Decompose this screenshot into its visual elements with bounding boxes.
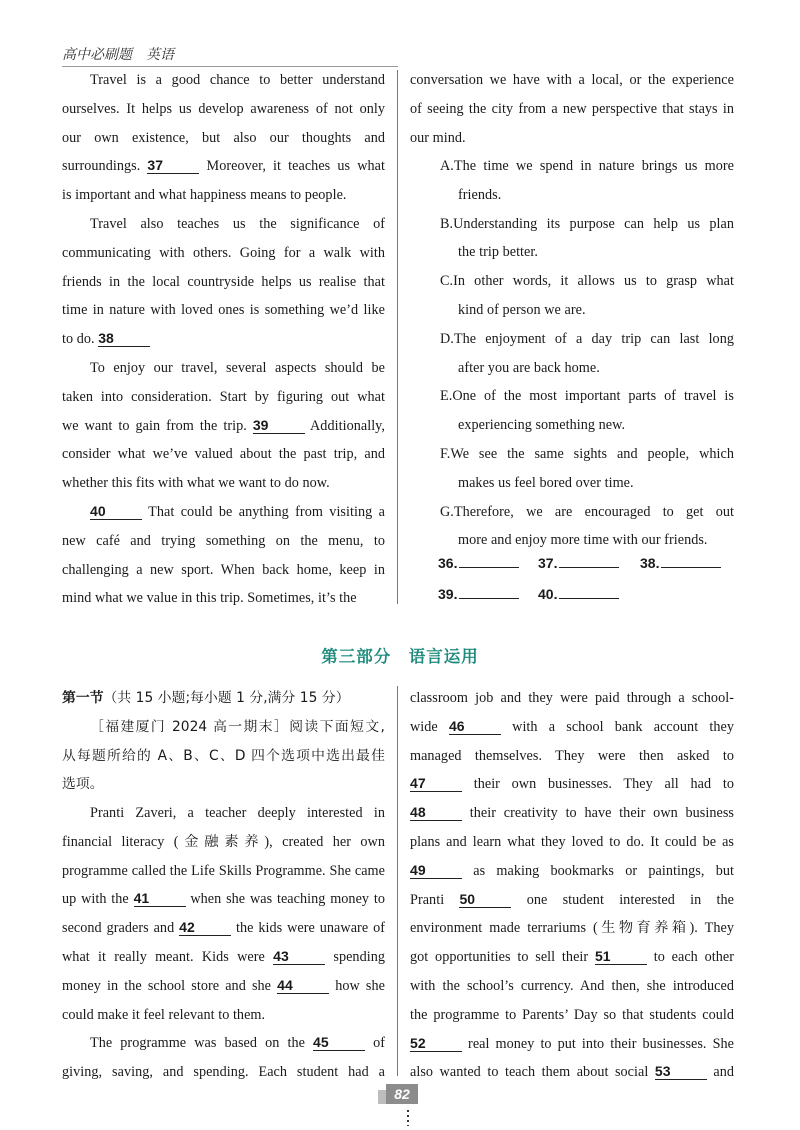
text-line: taken into consideration. Start by figuring out what [62,388,385,405]
page-number: 82 [394,1086,410,1102]
text-line [410,713,734,742]
answer-line [559,584,619,599]
passage-top-right [410,66,734,152]
text-line: plans and learn what they loved to do. It could be as [410,833,734,850]
option-text: Understanding its purpose can help us plan [453,215,734,232]
option-letter: G. [440,503,454,520]
blank-53: 53 [655,1063,707,1080]
option-text: Therefore, we are encouraged to get out [453,503,734,520]
option-line [440,152,734,181]
text-line [410,886,734,915]
option-line [440,498,734,527]
text-line: ourselves. It helps us develop awareness of not only [62,100,385,117]
text-line: conversation we have with a local, or the experience [410,72,734,88]
blank-37: 37 [147,157,199,174]
text-line: whether this fits with what we want to do now. [62,475,330,492]
blank-51: 51 [595,948,647,965]
text-line: friends in the local countryside helps us realise that [62,273,385,290]
text-segment: of [365,1035,385,1052]
blank-41: 41 [134,890,186,907]
text-line: To enjoy our travel, several aspects should be [90,359,385,376]
option-line [440,440,734,469]
answer-label: 36. [438,555,458,571]
blank-42: 42 [179,919,231,936]
text-segment: to do. [62,331,99,348]
answer-line [559,553,619,568]
option-letter: C. [440,273,454,290]
passage-bottom-right [410,684,734,1087]
text-line: giving, saving, and spending. Each student had a [62,1064,385,1081]
section1-heading-rest: （共 15 小题;每小题 1 分,满分 15 分） [103,690,350,706]
answer-line [661,553,721,568]
section1-heading [62,684,385,713]
text-line: Pranti Zaveri, a teacher deeply interested in [90,805,385,821]
page-number-badge [378,1084,422,1106]
answer-slot-37 [538,553,619,571]
option-e [440,382,734,440]
option-line: experiencing something new. [458,417,626,434]
column-divider-top [397,70,398,604]
instruction-line: 从每题所给的 A、B、C、D 四个选项中选出最佳 [62,747,385,764]
option-line: makes us feel bored over time. [458,474,634,491]
option-d [440,325,734,383]
text-line: managed themselves. They were then asked to [410,747,734,764]
option-g [440,498,734,556]
option-letter: D. [440,330,454,347]
option-b [440,210,734,268]
text-segment: got opportunities to sell their [410,949,595,966]
text-segment: The programme was based on the [90,1035,314,1052]
text-segment: their creativity to have their own business [462,805,734,822]
option-line: kind of person we are. [458,301,586,318]
blank-38: 38 [98,330,150,347]
blank-49: 49 [410,862,462,879]
option-letter: B. [440,215,454,232]
option-a [440,152,734,210]
text-line: the programme to Parents’ Day so that students could [410,1006,734,1023]
text-line [410,799,734,828]
option-line [440,382,734,411]
text-line [62,1029,385,1058]
text-line [410,943,734,972]
text-segment: what it really meant. Kids were [62,948,274,965]
answer-label: 40. [538,586,558,602]
text-segment: Additionally, [304,417,385,434]
text-line [62,885,385,914]
answer-slot-39 [438,584,519,602]
text-line: time in nature with loved ones is something we’d like [62,302,385,319]
section-title: 第三部分 语言运用 [321,647,479,666]
text-line: our mind. [410,129,466,146]
text-line [410,1058,734,1087]
text-line: new café and trying something on the menu, to [62,532,385,549]
text-segment: surroundings. [62,158,148,175]
option-text: The time we spend in nature brings us more [453,158,734,174]
option-line: the trip better. [458,244,538,261]
answer-slot-36 [438,553,519,571]
text-line [62,412,385,441]
column-divider-bottom [397,686,398,1076]
option-line [440,325,734,354]
text-line: our own existence, but also our thoughts and [62,129,385,146]
blank-39: 39 [253,417,305,434]
text-segment: and [706,1064,734,1081]
option-text: We see the same sights and people, which [450,445,734,462]
options-list [410,152,734,555]
passage-bottom-left [62,799,385,1087]
option-line [440,210,734,239]
option-line: friends. [458,186,502,203]
text-segment: wide [410,718,449,735]
option-text: The enjoyment of a day trip can last long [453,330,734,347]
text-line: environment made terrariums (生物育养箱). They [410,920,734,937]
answer-slot-38 [640,553,721,571]
text-line [62,943,385,972]
blank-45: 45 [313,1034,365,1051]
text-segment: Pranti [410,891,460,908]
text-line: mind what we value in this trip. Sometimes, it’s the [62,590,357,607]
text-line: with the school’s currency. And then, she introduced [410,977,734,994]
text-line: of seeing the city from a new perspective that stays in [410,100,734,117]
blank-44: 44 [277,977,329,994]
text-segment: to each other [646,949,734,966]
text-line [62,498,385,527]
text-segment: as making bookmarks or paintings, but [462,862,734,879]
section1-intro [62,684,385,799]
text-segment: money in the school store and she [62,977,278,994]
answer-label: 37. [538,555,558,571]
text-segment: real money to put into their businesses. She [462,1035,734,1052]
dotted-marker [407,1110,409,1126]
text-segment: second graders and [62,920,180,937]
answer-line [459,584,519,599]
option-f [440,440,734,498]
option-letter: E. [440,388,453,405]
passage-top-left [62,66,385,613]
text-segment: when she was teaching money to [185,891,385,908]
text-segment: spending [325,948,385,965]
option-text: One of the most important parts of travel is [452,388,734,405]
text-line: Travel is a good chance to better understand [90,72,385,88]
answer-slot-40 [538,584,619,602]
text-line: financial literacy (金融素养), created her own [62,833,385,850]
blank-52: 52 [410,1035,462,1052]
text-segment: That could be anything from visiting a [142,503,385,520]
blank-48: 48 [410,804,462,821]
blank-50: 50 [459,891,511,908]
text-segment: Moreover, it teaches us what [199,158,385,175]
section1-instructions [62,713,385,799]
answer-label: 38. [640,555,660,571]
text-segment: up with the [62,891,134,908]
text-line: consider what we’ve valued about the past trip, and [62,446,385,463]
text-segment: with a school bank account they [500,718,734,735]
option-text: In other words, it allows us to grasp what [453,273,734,290]
instruction-line: 选项。 [62,776,104,793]
instruction-line: ［福建厦门 2024 高一期末］阅读下面短文, [90,718,385,735]
option-line: after you are back home. [458,359,600,376]
answer-line [459,553,519,568]
text-line: communicating with others. Going for a walk with [62,244,385,261]
text-line [410,857,734,886]
text-line: could make it feel relevant to them. [62,1006,266,1023]
section1-heading-bold: 第一节 [62,690,104,706]
text-line [410,770,734,799]
option-letter: A. [440,158,454,174]
text-segment: we want to gain from the trip. [62,417,253,434]
text-line: Travel also teaches us the significance of [90,215,385,232]
text-line [62,152,385,181]
text-line [62,972,385,1001]
text-line: classroom job and they were paid through a school- [410,690,734,706]
option-c [440,267,734,325]
text-segment: the kids were unaware of [231,920,385,937]
blank-43: 43 [273,948,325,965]
text-line [62,914,385,943]
blank-46: 46 [449,718,501,735]
header-text: 高中必刷题 英语 [62,48,174,63]
text-line: challenging a new sport. When back home, keep in [62,561,385,578]
option-line: more and enjoy more time with our friends. [458,532,708,549]
blank-47: 47 [410,775,462,792]
text-segment: one student interested in the [511,891,734,908]
option-letter: F. [440,445,451,462]
text-line [410,1030,734,1059]
text-line: programme called the Life Skills Programme. She came [62,862,385,879]
blank-40: 40 [90,503,142,520]
option-line [440,267,734,296]
answer-label: 39. [438,586,458,602]
text-segment: also wanted to teach them about social [410,1064,655,1081]
text-line: is important and what happiness means to people. [62,187,347,204]
text-segment: their own businesses. They all had to [462,776,734,793]
text-segment: how she [329,977,385,994]
text-line [62,325,385,354]
